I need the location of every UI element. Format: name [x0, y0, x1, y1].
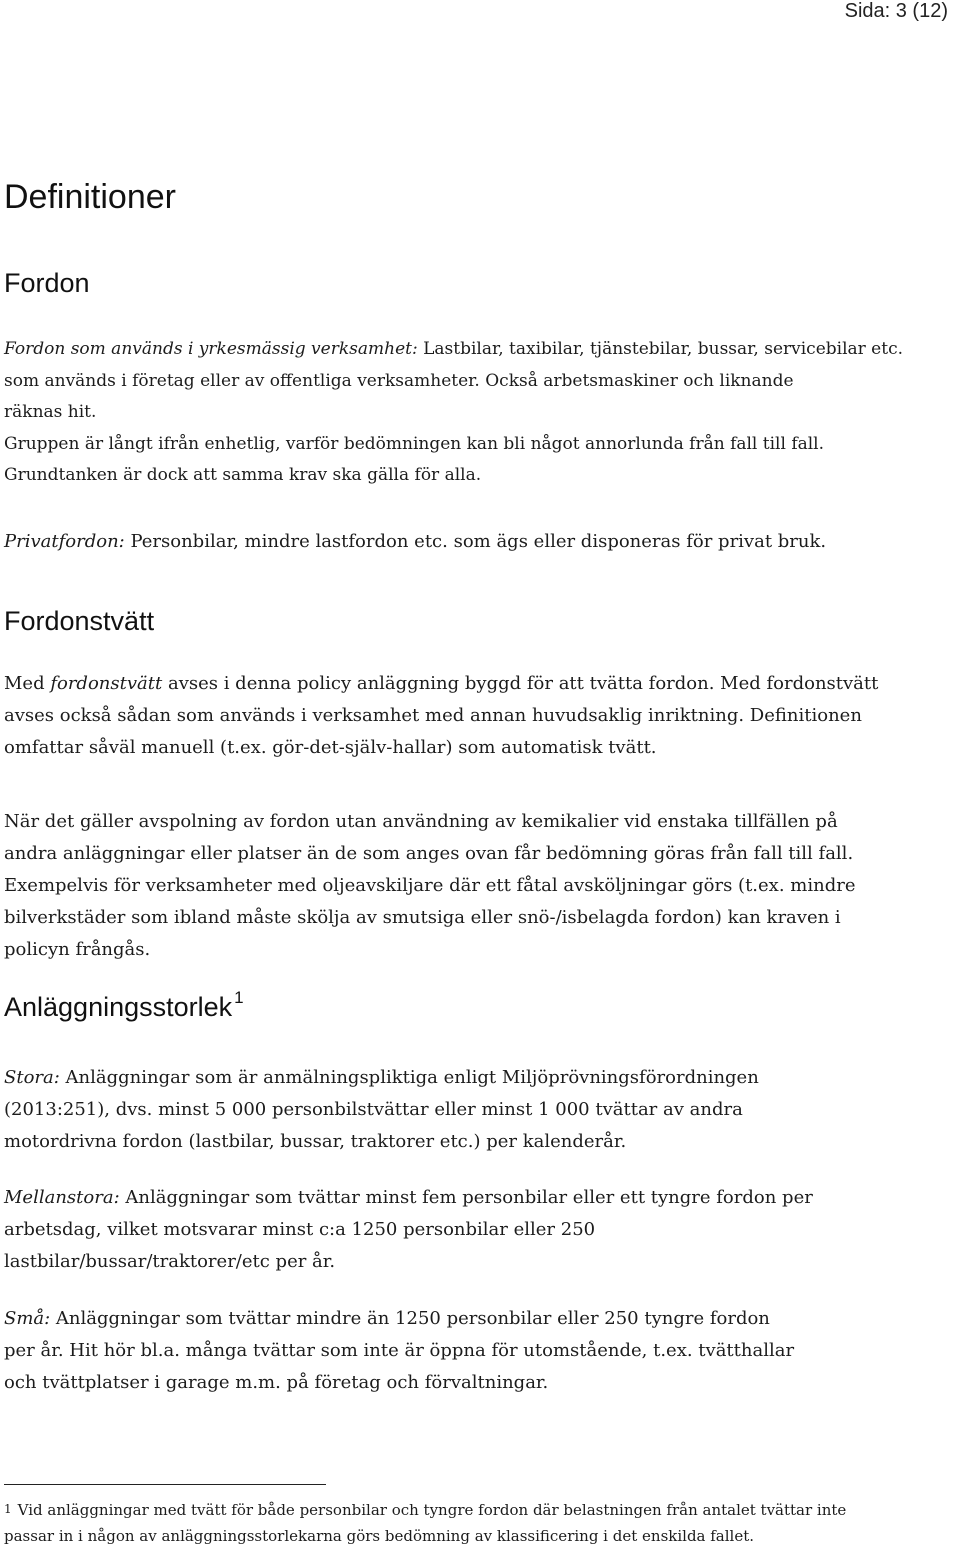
footnote-marker: 1: [4, 1502, 12, 1516]
text-line: som används i företag eller av offentliga verksamheter. Också arbetsmaskiner och liknande: [4, 370, 794, 391]
text-line: motordrivna fordon (lastbilar, bussar, traktorer etc.) per kalenderår.: [4, 1131, 627, 1152]
text-line: Lastbilar, taxibilar, tjänstebilar, bussar, servicebilar etc.: [417, 339, 903, 359]
term-fordonstvatt: fordonstvätt: [50, 673, 163, 694]
paragraph-avspolning: [4, 806, 954, 966]
footnote-line: Vid anläggningar med tvätt för både personbilar och tyngre fordon där belastningen från antalet tvättar inte: [17, 1501, 847, 1519]
paragraph-fordon-yrkesmassig: [4, 334, 954, 492]
text-line: Med: [4, 673, 51, 694]
text-line: Personbilar, mindre lastfordon etc. som ägs eller disponeras för privat bruk.: [124, 531, 827, 552]
text-line: per år. Hit hör bl.a. många tvättar som inte är öppna för utomstående, t.ex. tvätthallar: [4, 1340, 795, 1361]
text-line: lastbilar/bussar/traktorer/etc per år.: [4, 1251, 336, 1272]
term-privatfordon: Privatfordon:: [4, 531, 125, 552]
text-line: avses också sådan som används i verksamhet med annan huvudsaklig inriktning. Definitionen: [4, 705, 862, 726]
paragraph-mellanstora: [4, 1182, 954, 1278]
paragraph-fordonstvatt-definition: [4, 668, 954, 764]
text-line: bilverkstäder som ibland måste skölja av smutsiga eller snö-/isbelagda fordon) kan kraven i: [4, 907, 841, 928]
section-heading-fordon: Fordon: [4, 268, 90, 298]
text-line: (2013:251), dvs. minst 5 000 personbilstvättar eller minst 1 000 tvättar av andra: [4, 1099, 743, 1120]
term-fordon-yrkesmassig: Fordon som används i yrkesmässig verksamhet:: [4, 339, 418, 359]
footnote-reference: 1: [234, 988, 244, 1007]
text-line: Exempelvis för verksamheter med oljeavskiljare där ett fåtal avsköljningar görs (t.ex. mindre: [4, 875, 856, 896]
text-line: arbetsdag, vilket motsvarar minst c:a 1250 personbilar eller 250: [4, 1219, 596, 1240]
text-line: Anläggningar som är anmälningspliktiga enligt Miljöprövningsförordningen: [59, 1067, 759, 1088]
text-line: policyn frångås.: [4, 939, 151, 960]
footnote-line: passar in i någon av anläggningsstorlekarna görs bedömning av klassificering i det enskilda fallet.: [4, 1527, 755, 1545]
text-line: Gruppen är långt ifrån enhetlig, varför bedömningen kan bli något annorlunda från fall till fall.: [4, 433, 825, 454]
paragraph-privatfordon: [4, 526, 954, 558]
footnote-divider: [4, 1484, 326, 1485]
section-heading-fordonstvatt: Fordonstvätt: [4, 606, 155, 636]
text-line: andra anläggningar eller platser än de som anges ovan får bedömning göras från fall till fall.: [4, 843, 854, 864]
paragraph-stora: [4, 1062, 954, 1158]
text-line: omfattar såväl manuell (t.ex. gör-det-själv-hallar) som automatisk tvätt.: [4, 737, 657, 758]
text-line: Anläggningar som tvättar minst fem personbilar eller ett tyngre fordon per: [119, 1187, 813, 1208]
text-line: Grundtanken är dock att samma krav ska gälla för alla.: [4, 465, 482, 485]
text-line: Anläggningar som tvättar mindre än 1250 personbilar eller 250 tyngre fordon: [50, 1308, 770, 1329]
section-heading-anlaggningsstorlek: [4, 988, 244, 1023]
text-line: När det gäller avspolning av fordon utan användning av kemikalier vid enstaka tillfällen på: [4, 811, 838, 832]
term-mellanstora: Mellanstora:: [4, 1187, 120, 1208]
footnote: [4, 1497, 954, 1549]
page-number: Sida: 3 (12): [844, 0, 948, 22]
paragraph-sma: [4, 1303, 954, 1399]
heading-text: Anläggningsstorlek: [4, 992, 233, 1022]
text-line: och tvättplatser i garage m.m. på företag och förvaltningar.: [4, 1372, 549, 1393]
text-line: räknas hit.: [4, 402, 97, 422]
term-sma: Små:: [4, 1308, 51, 1329]
text-line: avses i denna policy anläggning byggd för att tvätta fordon. Med fordonstvätt: [162, 673, 879, 694]
page-title: Definitioner: [4, 178, 176, 216]
term-stora: Stora:: [4, 1067, 60, 1088]
